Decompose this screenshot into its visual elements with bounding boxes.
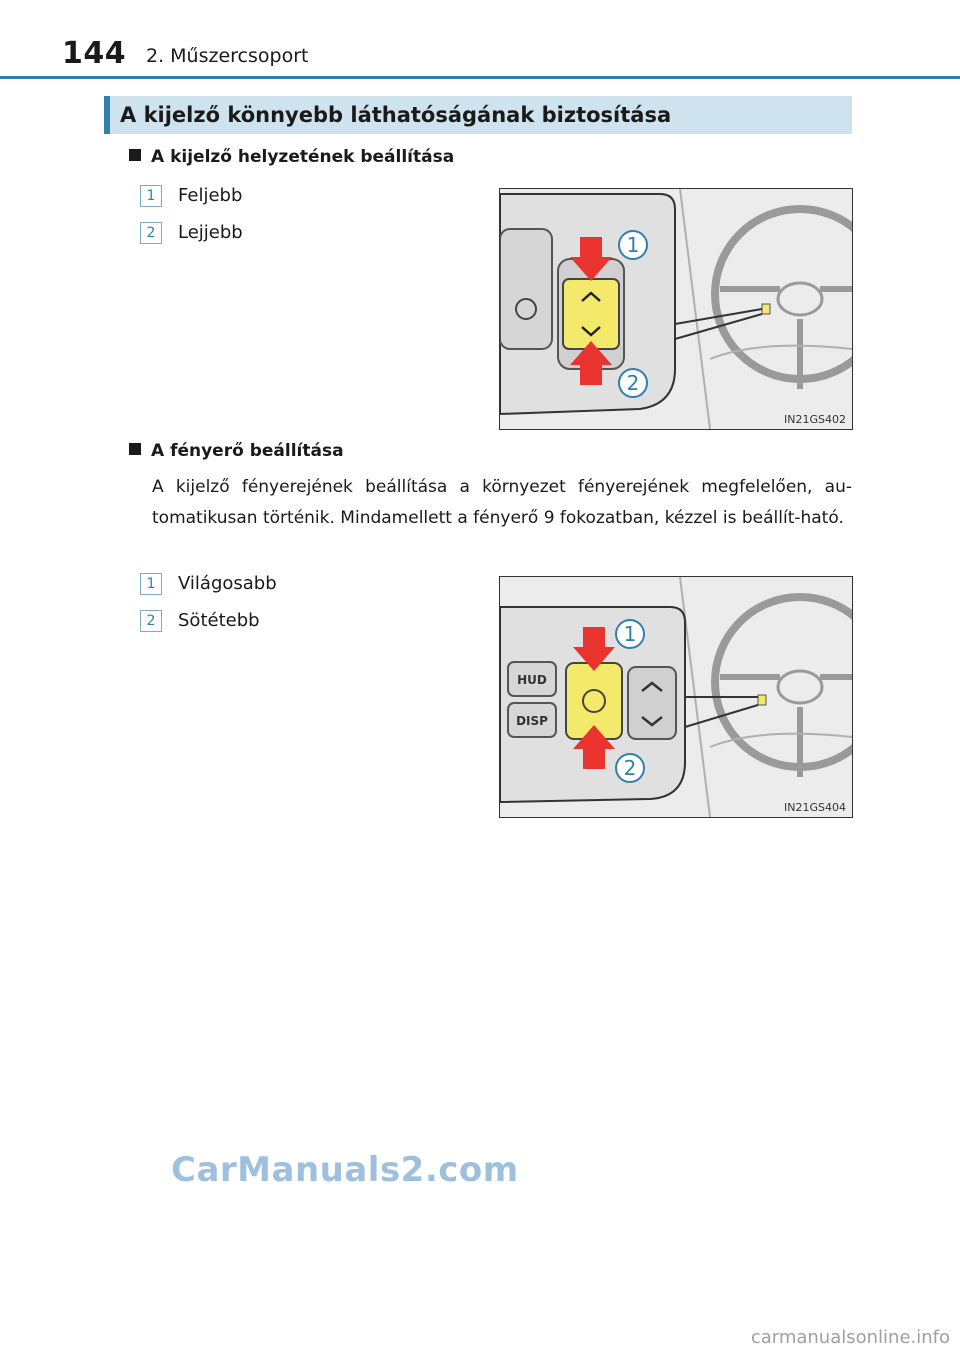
step-number-2: 2 xyxy=(140,610,162,632)
bullet-square-icon xyxy=(129,149,141,161)
section-title: A kijelző könnyebb láthatóságának biztosítása xyxy=(120,103,672,127)
callout-2: 2 xyxy=(623,756,637,780)
subheading-brightness-text: A fényerő beállítása xyxy=(151,441,344,461)
list-item xyxy=(140,185,242,207)
hud-button-label: HUD xyxy=(517,673,547,687)
bullet-square-icon xyxy=(129,443,141,455)
item-label: Feljebb xyxy=(178,185,243,206)
item-label: Sötétebb xyxy=(178,610,260,631)
figure-id: IN21GS404 xyxy=(784,801,846,814)
callout-1: 1 xyxy=(623,622,637,646)
list-item xyxy=(140,573,277,595)
figure-id: IN21GS402 xyxy=(784,413,846,426)
subheading-position-text: A kijelző helyzetének beállítása xyxy=(151,147,455,167)
brightness-paragraph: A kijelző fényerejének beállítása a környezet fényerejének megfelelően, au-tomatikusan történik. Mindamellett a fényerő 9 fokozatban, kézzel is beállít-ható. xyxy=(152,477,852,528)
footer-url: carmanualsonline.info xyxy=(750,1327,950,1348)
list-item xyxy=(140,222,243,244)
watermark-logo: CarManuals2.com xyxy=(171,1150,519,1190)
position-switch-illustration xyxy=(500,189,852,429)
subheading-brightness xyxy=(129,441,344,461)
chapter-title: 2. Műszercsoport xyxy=(146,45,309,67)
step-number-1: 1 xyxy=(140,573,162,595)
list-item xyxy=(140,610,260,632)
callout-2: 2 xyxy=(626,371,640,395)
step-number-1: 1 xyxy=(140,185,162,207)
step-number-2: 2 xyxy=(140,222,162,244)
figure-brightness-switch xyxy=(499,576,853,818)
subheading-position xyxy=(129,147,454,167)
disp-button-label: DISP xyxy=(516,714,548,728)
callout-1: 1 xyxy=(626,233,640,257)
figure-position-switch xyxy=(499,188,853,430)
item-label: Lejjebb xyxy=(178,222,243,243)
item-label: Világosabb xyxy=(178,573,277,594)
page-number: 144 xyxy=(62,36,127,71)
brightness-switch-illustration xyxy=(500,577,852,817)
section-header xyxy=(104,96,852,134)
section-accent xyxy=(104,96,110,134)
header-rule xyxy=(0,76,960,79)
